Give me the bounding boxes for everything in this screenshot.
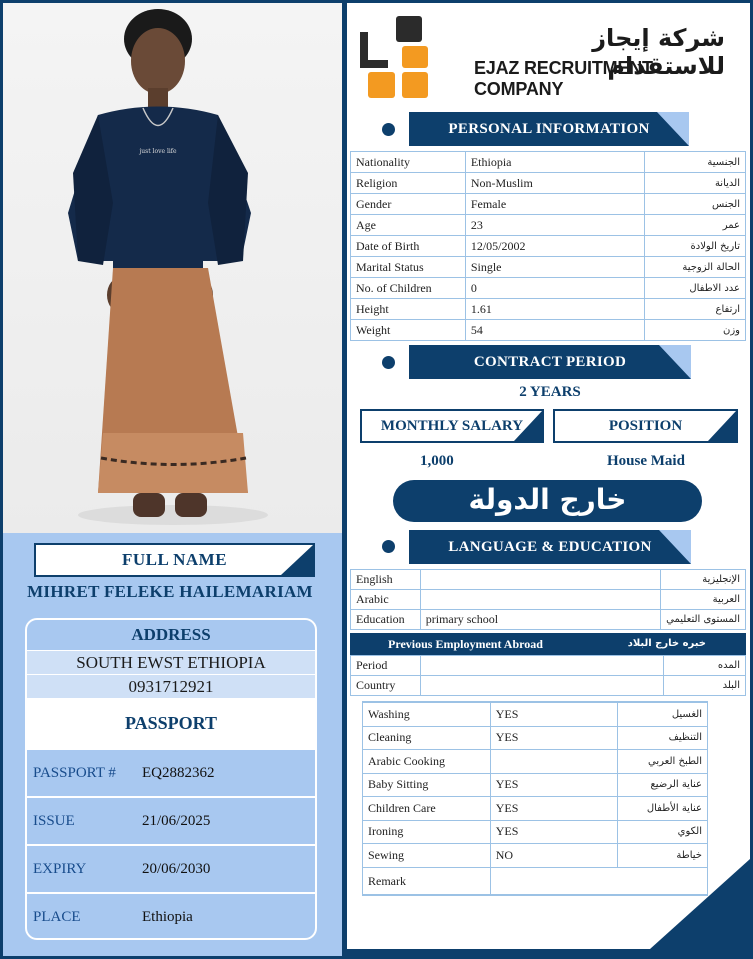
company-logo [358, 12, 450, 102]
language-row-label: Arabic [351, 590, 421, 610]
skill-row-value: YES [490, 703, 617, 727]
language-row-label-ar: العربية [661, 590, 746, 610]
previous-employment-row-value [420, 676, 663, 696]
passport-expiry-value: 20/06/2030 [142, 861, 211, 877]
skill-row-label: Ironing [363, 820, 491, 844]
info-row-value: 1.61 [465, 299, 644, 320]
skill-row [363, 726, 708, 750]
passport-expiry-label: EXPIRY [33, 861, 87, 877]
info-row-value: Female [465, 194, 644, 215]
skill-row-value: YES [490, 726, 617, 750]
info-row-label: No. of Children [351, 278, 466, 299]
skill-row-label: Cleaning [363, 726, 491, 750]
shirt-text: just love life [139, 148, 177, 155]
info-row-label-ar: عمر [645, 215, 746, 236]
skill-row-label-ar: عناية الرضيع [618, 773, 708, 797]
info-row-label: Height [351, 299, 466, 320]
abroad-badge: خارج الدولة [393, 480, 702, 522]
language-row [351, 590, 746, 610]
previous-employment-row [351, 676, 746, 696]
info-row [351, 215, 746, 236]
info-row [351, 320, 746, 341]
info-row [351, 173, 746, 194]
contract-period-value: 2 YEARS [519, 384, 581, 400]
info-row-value: Non-Muslim [465, 173, 644, 194]
skill-row-label: Children Care [363, 797, 491, 821]
language-education-title: LANGUAGE & EDUCATION [448, 539, 652, 555]
full-name-label-text: FULL NAME [121, 550, 228, 569]
previous-employment-table [350, 655, 746, 696]
skill-row-label-ar: الكوي [618, 820, 708, 844]
skill-row-label: Sewing [363, 844, 491, 868]
position-value: House Maid [607, 453, 685, 469]
company-name-english: EJAZ RECRUITMENT COMPANY [474, 58, 653, 99]
language-row-value [420, 590, 660, 610]
info-row-value: 54 [465, 320, 644, 341]
section-bullet [382, 123, 395, 136]
previous-employment-row-label: Period [351, 656, 421, 676]
skill-row [363, 820, 708, 844]
info-row-label: Religion [351, 173, 466, 194]
language-row-label-ar: المستوى التعليمي [661, 610, 746, 630]
skill-row-label-ar: خياطة [618, 844, 708, 868]
language-row [351, 570, 746, 590]
skill-row-value: YES [490, 820, 617, 844]
skill-row-label: Washing [363, 703, 491, 727]
previous-employment-row-label: Country [351, 676, 421, 696]
header-corner-triangle [659, 530, 691, 564]
monthly-salary-label [360, 409, 544, 443]
address-passport-box [25, 618, 317, 940]
info-row-label-ar: وزن [645, 320, 746, 341]
full-name-value: MIHRET FELEKE HAILEMARIAM [27, 582, 313, 601]
section-bullet [382, 540, 395, 553]
previous-employment-title-ar: خبره خارج البلاد [627, 638, 706, 649]
passport-issue-value: 21/06/2025 [142, 813, 211, 829]
skill-row [363, 773, 708, 797]
language-row [351, 610, 746, 630]
skill-row-value [490, 750, 617, 774]
position-label [553, 409, 738, 443]
address-line: SOUTH EWST ETHIOPIA [27, 650, 315, 674]
personal-info-title: PERSONAL INFORMATION [448, 121, 650, 137]
info-row-label: Nationality [351, 152, 466, 173]
language-row-label: English [351, 570, 421, 590]
language-row-label-ar: الإنجليزية [661, 570, 746, 590]
full-name-label [34, 543, 315, 577]
skill-row-value: NO [490, 844, 617, 868]
language-education-header [409, 530, 691, 564]
candidate-figure [3, 3, 342, 533]
skill-row [363, 703, 708, 727]
passport-number-value: EQ2882362 [142, 765, 215, 781]
candidate-photo [3, 3, 342, 533]
skill-row-label-ar: الغسيل [618, 703, 708, 727]
info-row-label-ar: الجنس [645, 194, 746, 215]
previous-employment-row [351, 656, 746, 676]
header-corner-triangle [659, 345, 691, 379]
label-corner-triangle [281, 545, 313, 575]
skill-row-label-ar: التنظيف [618, 726, 708, 750]
previous-employment-title-en: Previous Employment Abroad [388, 637, 543, 651]
skill-row [363, 797, 708, 821]
monthly-salary-value: 1,000 [420, 453, 454, 469]
info-row-label-ar: الجنسية [645, 152, 746, 173]
info-row [351, 299, 746, 320]
info-row-label: Weight [351, 320, 466, 341]
info-row-label: Age [351, 215, 466, 236]
info-row-value: 12/05/2002 [465, 236, 644, 257]
contract-period-header [409, 345, 691, 379]
company-name-arabic: شركة إيجاز للاستقدام [592, 24, 725, 80]
info-row-label-ar: الحالة الزوجية [645, 257, 746, 278]
remark-row [363, 867, 708, 895]
info-row-label-ar: ارتفاع [645, 299, 746, 320]
personal-info-table [350, 151, 746, 341]
passport-issue-row [27, 796, 315, 844]
info-row [351, 236, 746, 257]
info-row-value: 0 [465, 278, 644, 299]
address-label: ADDRESS [131, 625, 211, 644]
skill-row-label-ar: عناية الأطفال [618, 797, 708, 821]
language-education-table [350, 569, 746, 630]
contract-period-title: CONTRACT PERIOD [473, 354, 627, 370]
passport-place-label: PLACE [33, 909, 81, 925]
skill-row [363, 750, 708, 774]
info-row [351, 152, 746, 173]
info-row-label: Gender [351, 194, 466, 215]
previous-employment-row-value [420, 656, 663, 676]
monthly-salary-label-text: MONTHLY SALARY [380, 418, 524, 434]
skill-row-value: YES [490, 797, 617, 821]
skills-table [362, 702, 708, 896]
phone-number: 0931712921 [27, 674, 315, 698]
previous-employment-header [350, 633, 746, 655]
section-bullet [382, 356, 395, 369]
info-row [351, 257, 746, 278]
info-row-label-ar: تاريخ الولادة [645, 236, 746, 257]
passport-issue-label: ISSUE [33, 813, 75, 829]
box-corner-triangle [514, 411, 542, 441]
language-row-label: Education [351, 610, 421, 630]
info-row-label: Marital Status [351, 257, 466, 278]
info-row [351, 194, 746, 215]
position-label-text: POSITION [608, 418, 683, 434]
header-corner-triangle [657, 112, 689, 146]
passport-number-label: PASSPORT # [33, 765, 116, 781]
info-row [351, 278, 746, 299]
passport-expiry-row [27, 844, 315, 892]
skill-row-label: Arabic Cooking [363, 750, 491, 774]
language-row-value: primary school [420, 610, 660, 630]
info-row-value: 23 [465, 215, 644, 236]
info-row-label-ar: الديانة [645, 173, 746, 194]
info-row-value: Ethiopia [465, 152, 644, 173]
passport-title: PASSPORT [27, 698, 315, 748]
previous-employment-row-label-ar: البلد [664, 676, 746, 696]
remark-label: Remark [363, 867, 491, 895]
personal-info-header [409, 112, 689, 146]
passport-number-row [27, 748, 315, 796]
info-row-label: Date of Birth [351, 236, 466, 257]
box-corner-triangle [708, 411, 736, 441]
skill-row [363, 844, 708, 868]
passport-place-value: Ethiopia [142, 909, 193, 925]
remark-value [490, 867, 707, 895]
passport-place-row [27, 892, 315, 940]
skill-row-label-ar: الطبخ العربي [618, 750, 708, 774]
previous-employment-row-label-ar: المده [664, 656, 746, 676]
skill-row-label: Baby Sitting [363, 773, 491, 797]
info-row-label-ar: عدد الاطفال [645, 278, 746, 299]
skill-row-value: YES [490, 773, 617, 797]
info-row-value: Single [465, 257, 644, 278]
language-row-value [420, 570, 660, 590]
